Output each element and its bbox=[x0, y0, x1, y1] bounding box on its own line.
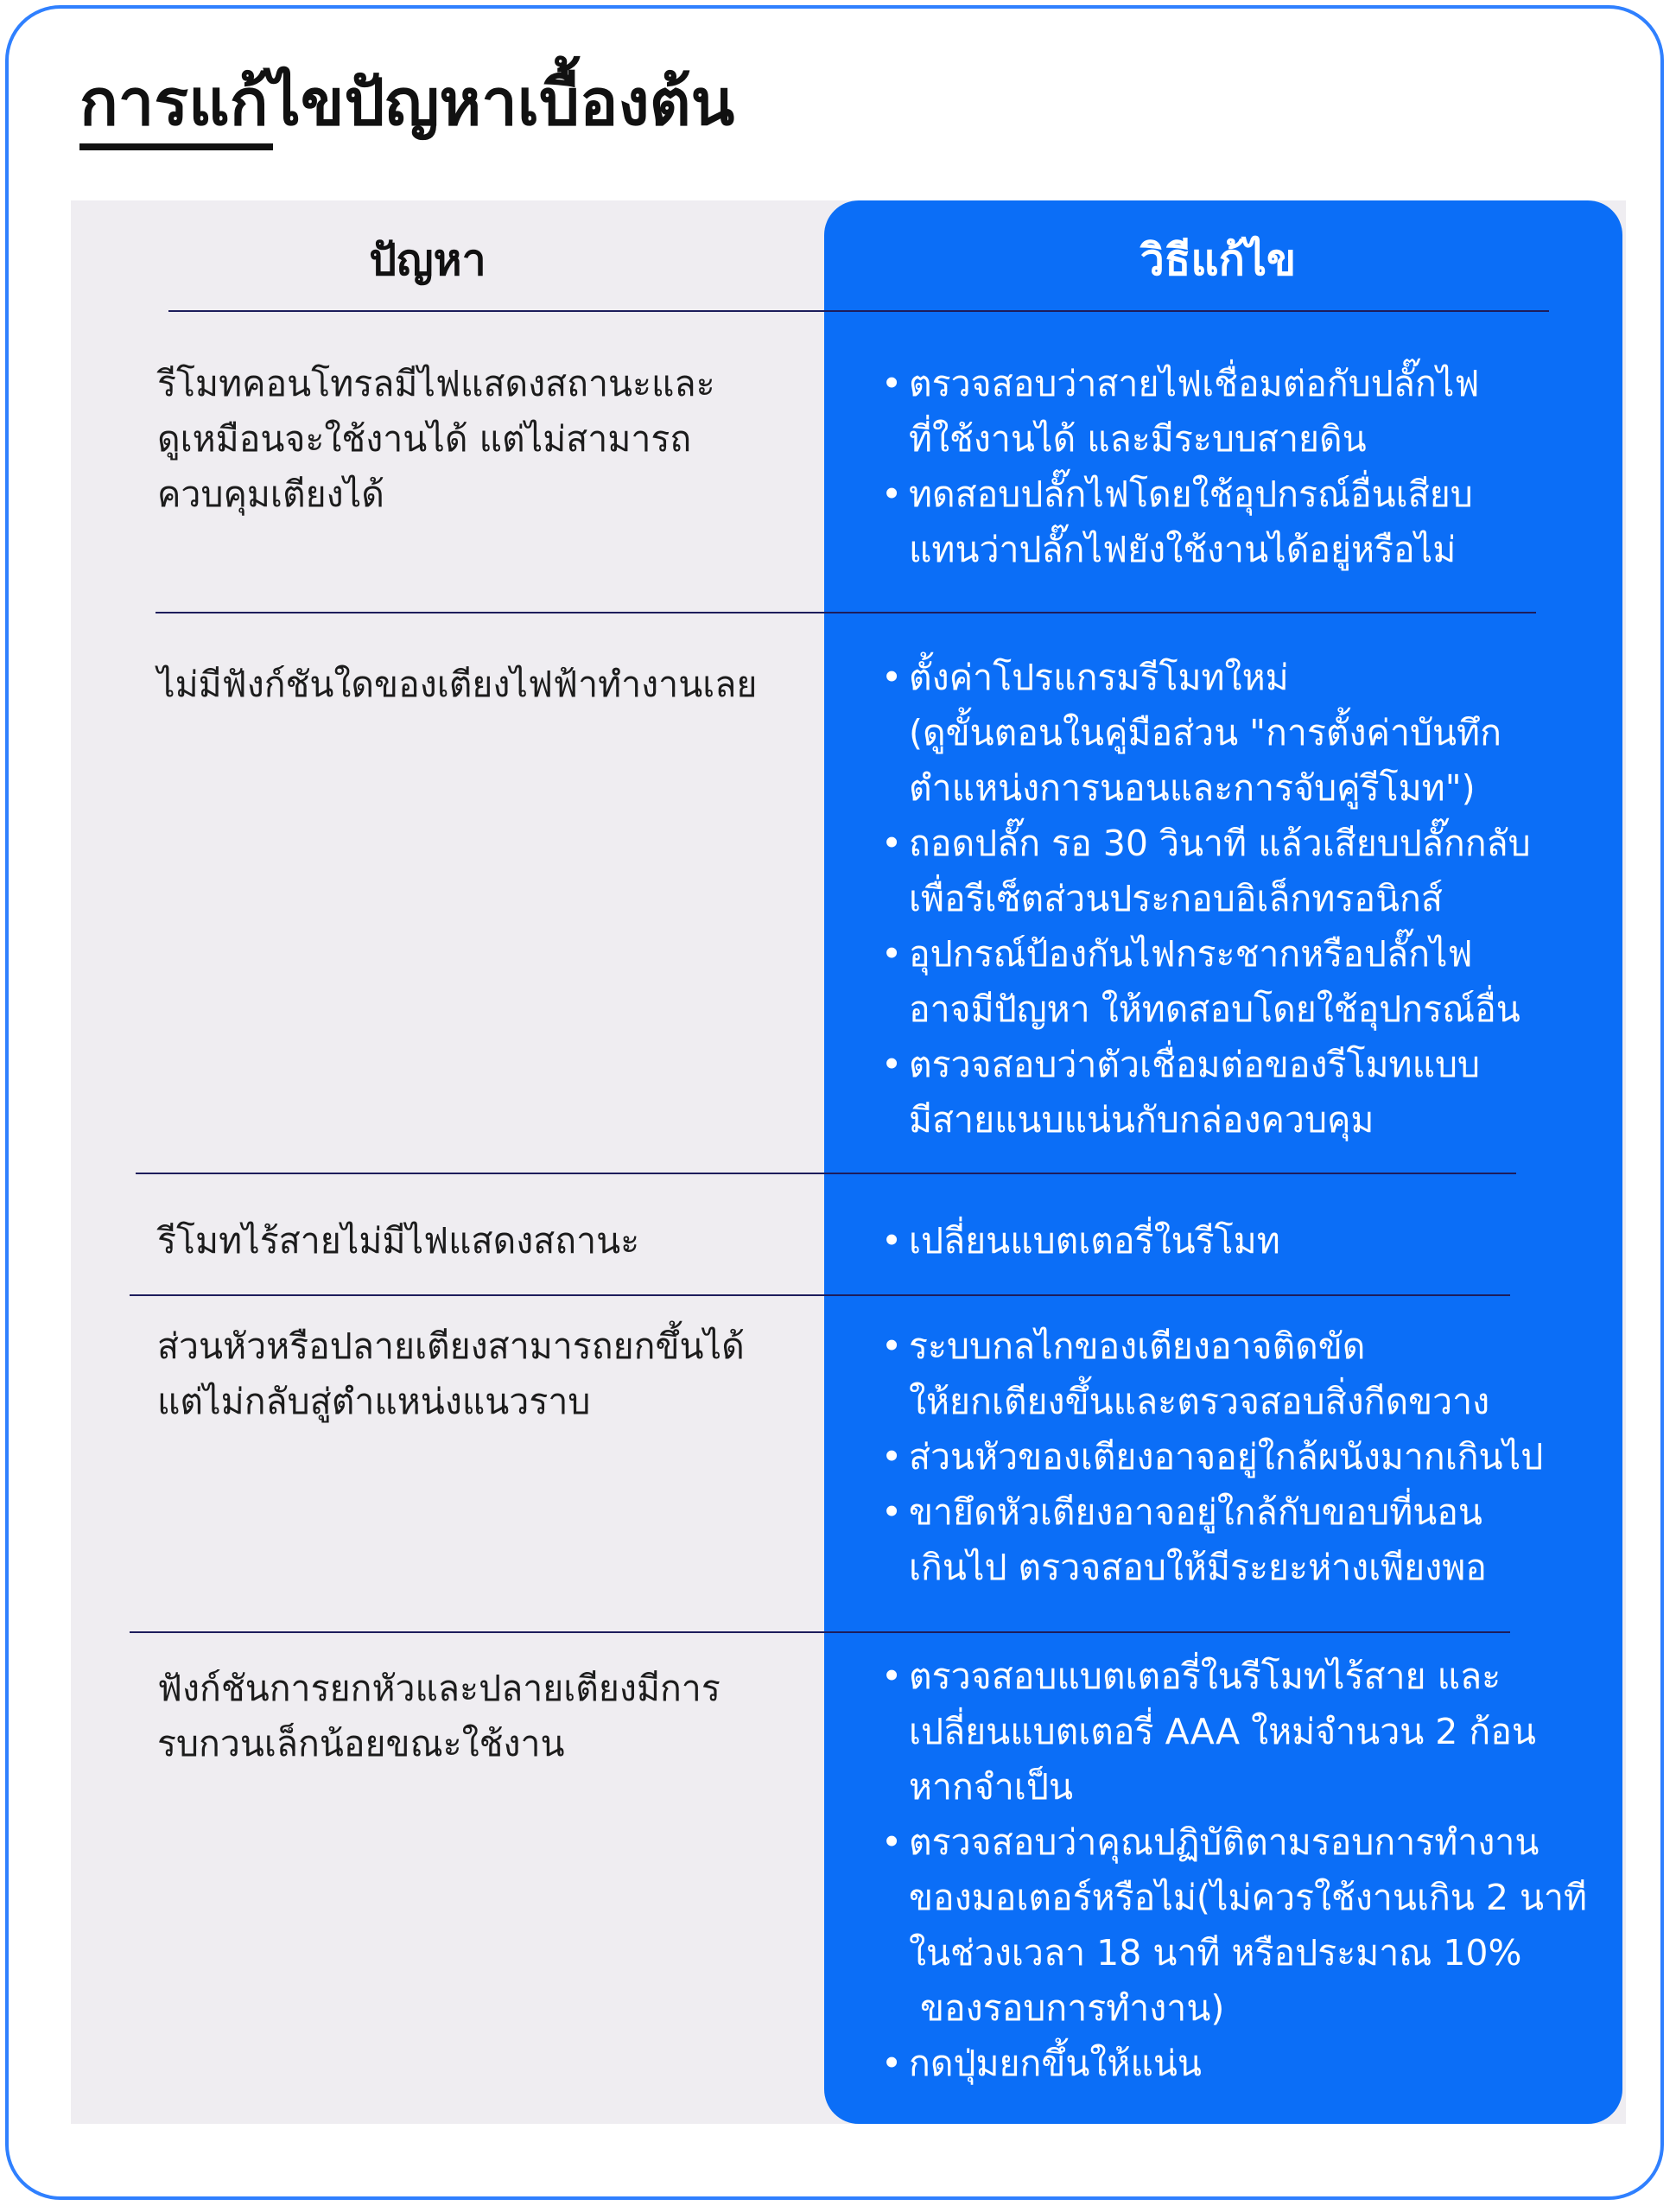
solution-cell-interference bbox=[881, 1649, 1616, 2091]
solution-item: • ตรวจสอบว่าสายไฟเชื่อมต่อกับปลั๊กไฟ ที่ใช้งานได้ และมีระบบสายดิน bbox=[881, 363, 1480, 460]
solution-item: • เปลี่ยนแบตเตอรี่ในรีโมท bbox=[881, 1220, 1280, 1262]
problem-cell-wireless-no-light: รีโมทไร้สายไม่มีไฟแสดงสถานะ bbox=[157, 1220, 640, 1262]
header-divider bbox=[168, 310, 1549, 312]
solution-item: • ระบบกลไกของเตียงอาจติดขัด ให้ยกเตียงขึ้นและตรวจสอบสิ่งกีดขวาง bbox=[881, 1325, 1490, 1422]
problem-cell-not-returning-flat: ส่วนหัวหรือปลายเตียงสามารถยกขึ้นได้ แต่ไม่กลับสู่ตำแหน่งแนวราบ bbox=[157, 1325, 745, 1422]
solution-item: • ตรวจสอบว่าตัวเชื่อมต่อของรีโมทแบบ มีสายแนบแน่นกับกล่องควบคุม bbox=[881, 1044, 1481, 1141]
solution-cell-remote-no-control bbox=[881, 356, 1616, 577]
title-underline bbox=[79, 143, 273, 150]
solution-cell-not-returning-flat bbox=[881, 1319, 1616, 1595]
row-divider bbox=[130, 1294, 1510, 1296]
row-divider bbox=[156, 612, 1536, 613]
row-divider bbox=[130, 1631, 1510, 1633]
solution-column-header: วิธีแก้ไข bbox=[1140, 235, 1297, 285]
solution-item: • อุปกรณ์ป้องกันไฟกระชากหรือปลั๊กไฟ อาจมีปัญหา ให้ทดสอบโดยใช้อุปกรณ์อื่น bbox=[881, 933, 1520, 1030]
solution-item: • ทดสอบปลั๊กไฟโดยใช้อุปกรณ์อื่นเสียบ แทนว่าปลั๊กไฟยังใช้งานได้อยู่หรือไม่ bbox=[881, 474, 1473, 570]
solution-cell-wireless-no-light bbox=[881, 1213, 1616, 1268]
solution-item: • กดปุ่มยกขึ้นให้แน่น bbox=[881, 2043, 1202, 2084]
page-title: การแก้ไขปัญหาเบื้องต้น bbox=[79, 66, 735, 140]
solution-item: • ถอดปลั๊ก รอ 30 วินาที แล้วเสียบปลั๊กกลับ เพื่อรีเซ็ตส่วนประกอบอิเล็กทรอนิกส์ bbox=[881, 823, 1531, 919]
row-divider bbox=[136, 1173, 1516, 1174]
problem-column-header: ปัญหา bbox=[369, 235, 486, 285]
solution-item: • ตรวจสอบแบตเตอรี่ในรีโมทไร้สาย และ เปลี่ยนแบตเตอรี่ AAA ใหม่จำนวน 2 ก้อน หากจำเป็น bbox=[881, 1656, 1536, 1808]
solution-item: • ส่วนหัวของเตียงอาจอยู่ใกล้ผนังมากเกินไป bbox=[881, 1436, 1544, 1478]
solution-item: • ขายึดหัวเตียงอาจอยู่ใกล้กับขอบที่นอน เกินไป ตรวจสอบให้มีระยะห่างเพียงพอ bbox=[881, 1491, 1487, 1588]
solution-cell-no-function bbox=[881, 650, 1616, 1147]
solution-item: • ตั้งค่าโปรแกรมรีโมทใหม่ (ดูขั้นตอนในคู่มือส่วน "การตั้งค่าบันทึก ตำแหน่งการนอนและการจับคู่รีโมท") bbox=[881, 657, 1501, 809]
problem-cell-interference: ฟังก์ชันการยกหัวและปลายเตียงมีการ รบกวนเล็กน้อยขณะใช้งาน bbox=[157, 1668, 721, 1764]
problem-cell-no-function: ไม่มีฟังก์ชันใดของเตียงไฟฟ้าทำงานเลย bbox=[157, 664, 758, 705]
solution-item: • ตรวจสอบว่าคุณปฏิบัติตามรอบการทำงาน ของมอเตอร์หรือไม่(ไม่ควรใช้งานเกิน 2 นาที ในช่วงเวลา 18 นาที หรือประมาณ 10% ของรอบการทำงาน) bbox=[881, 1821, 1588, 2029]
problem-cell-remote-no-control: รีโมทคอนโทรลมีไฟแสดงสถานะและ ดูเหมือนจะใช้งานได้ แต่ไม่สามารถ ควบคุมเตียงได้ bbox=[157, 363, 715, 515]
